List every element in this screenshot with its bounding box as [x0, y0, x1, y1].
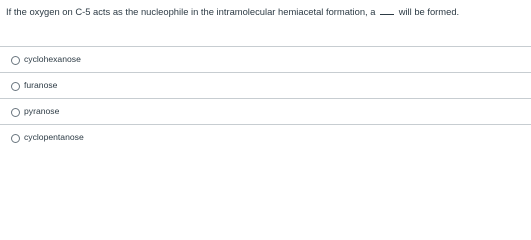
- answer-blank: [380, 6, 394, 15]
- radio-button[interactable]: [11, 108, 20, 117]
- question-text: [6, 5, 528, 19]
- answer-option-cyclopentanose[interactable]: [0, 124, 531, 150]
- question-text-before: If the oxygen on C-5 acts as the nucleophile in the intramolecular hemiacetal formation, a: [6, 6, 376, 17]
- answer-label[interactable]: pyranose: [24, 106, 60, 116]
- answer-list: [0, 46, 531, 150]
- radio-button[interactable]: [11, 56, 20, 65]
- answer-option-furanose[interactable]: [0, 72, 531, 98]
- answer-label[interactable]: cyclohexanose: [24, 54, 81, 64]
- radio-button[interactable]: [11, 134, 20, 143]
- answer-label[interactable]: furanose: [24, 80, 58, 90]
- answer-option-pyranose[interactable]: [0, 98, 531, 124]
- question-text-after: will be formed.: [398, 6, 460, 17]
- question-prompt: [6, 5, 528, 45]
- answer-label[interactable]: cyclopentanose: [24, 132, 84, 142]
- answer-option-cyclohexanose[interactable]: [0, 46, 531, 72]
- radio-button[interactable]: [11, 82, 20, 91]
